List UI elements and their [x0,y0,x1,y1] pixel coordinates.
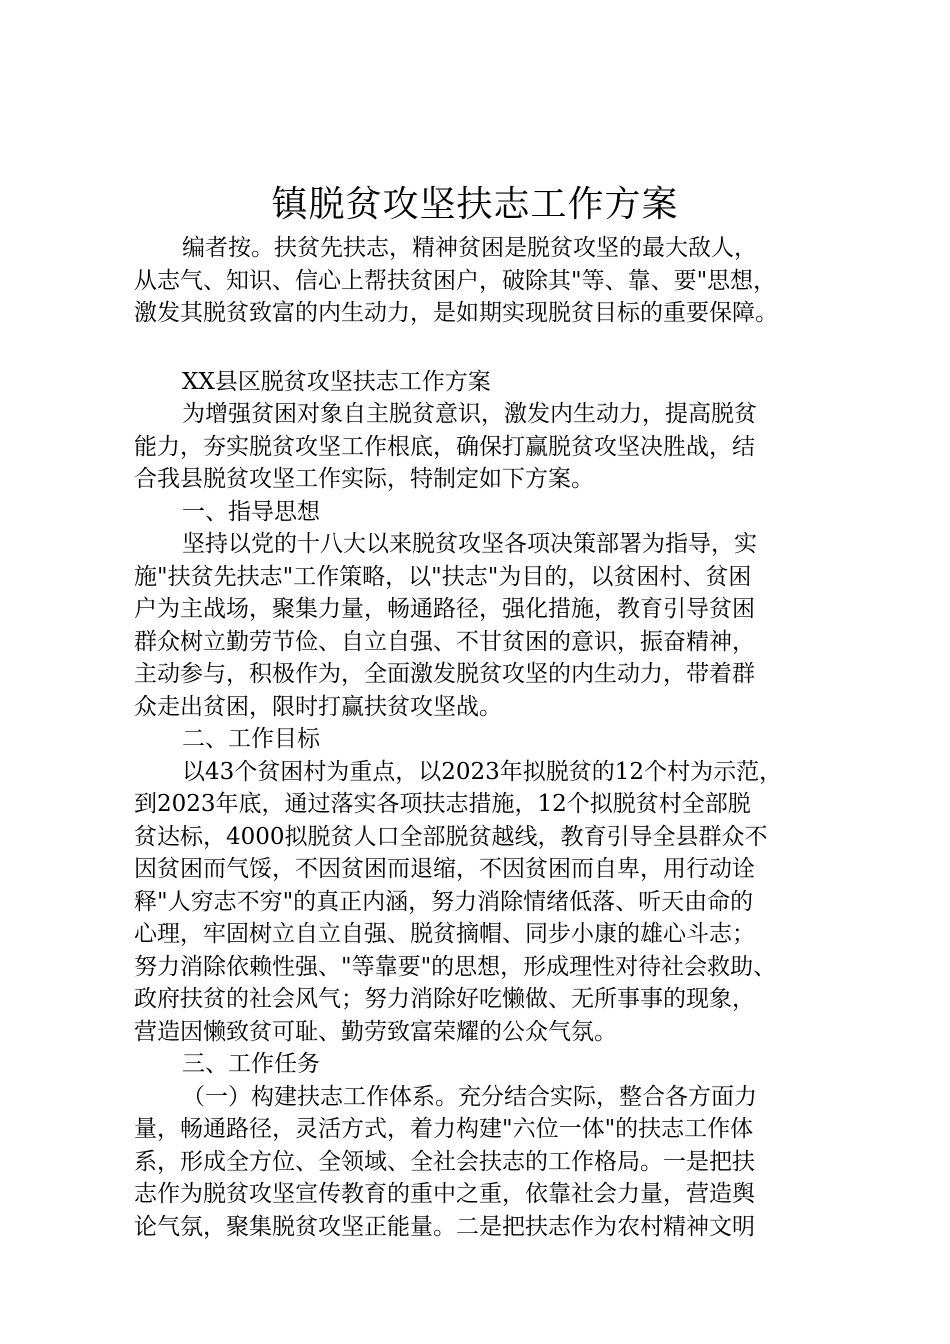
section-heading: 三、工作任务 [182,1051,320,1077]
paragraph-line: （一）构建扶志工作体系。充分结合实际，整合各方面力 [182,1083,757,1110]
paragraph-line: 合我县脱贫攻坚工作实际，特制定如下方案。 [134,466,594,492]
section-heading: 二、工作目标 [182,726,320,752]
paragraph-line: 以43个贫困村为重点，以2023年拟脱贫的12个村为示范， [182,758,783,785]
document-body [134,232,854,1243]
section-heading: 一、指导思想 [182,498,320,525]
paragraph-line: 坚持以党的十八大以来脱贫攻坚各项决策部署为指导，实 [182,531,757,557]
paragraph-line: 为增强贫困对象自主脱贫意识，激发内生动力，提高脱贫 [182,401,757,427]
paragraph-gap [134,330,854,366]
paragraph-line: 量，畅通路径，灵活方式，着力构建"六位一体"的扶志工作体 [134,1116,754,1142]
paragraph-line: 努力消除依赖性强、"等靠要"的思想，形成理性对待社会救助、 [134,953,777,980]
paragraph-line: 志作为脱贫攻坚宣传教育的重中之重，依靠社会力量，营造舆 [134,1181,755,1207]
paragraph-line: 心理，牢固树立自立自强、脱贫摘帽、同步小康的雄心斗志； [134,921,755,947]
paragraph-line: 论气氛，聚集脱贫攻坚正能量。二是把扶志作为农村精神文明 [134,1213,755,1240]
paragraph-line: 群众树立勤劳节俭、自立自强、不甘贫困的意识，振奋精神， [134,628,755,655]
paragraph-line: 贫达标，4000拟脱贫人口全部脱贫越线，教育引导全县群众不 [134,823,768,850]
paragraph-line: 能力，夯实脱贫攻坚工作根底，确保打赢脱贫攻坚决胜战，结 [134,433,755,460]
paragraph-line: 众走出贫困，限时打赢扶贫攻坚战。 [134,693,502,720]
paragraph-line: 激发其脱贫致富的内生动力，是如期实现脱贫目标的重要保障。 [134,300,778,326]
paragraph-line: 户为主战场，聚集力量，畅通路径，强化措施，教育引导贫困 [134,596,755,622]
document-title: 镇脱贫攻坚扶志工作方案 [271,184,679,225]
paragraph-line: 到2023年底，通过落实各项扶志措施，12个拟脱贫村全部脱 [134,791,751,817]
paragraph-line: 释"人穷志不穷"的真正内涵，努力消除情绪低落、听天由命的 [134,888,754,915]
paragraph-line: 因贫困而气馁，不因贫困而退缩，不因贫困而自卑，用行动诠 [134,856,755,882]
paragraph-line: 从志气、知识、信心上帮扶贫困户，破除其"等、靠、要"思想， [134,267,777,294]
paragraph-line: 营造因懒致贫可耻、勤劳致富荣耀的公众气氛。 [134,1018,617,1045]
paragraph-line: 系，形成全方位、全领域、全社会扶志的工作格局。一是把扶 [134,1148,755,1175]
paragraph-line: 施"扶贫先扶志"工作策略，以"扶志"为目的，以贫困村、贫困 [134,563,752,590]
paragraph-line: 主动参与，积极作为，全面激发脱贫攻坚的内生动力，带着群 [134,661,755,687]
subtitle-line: XX县区脱贫攻坚扶志工作方案 [182,368,491,395]
paragraph-line: 编者按。扶贫先扶志，精神贫困是脱贫攻坚的最大敌人， [182,235,757,261]
paragraph-line: 政府扶贫的社会风气；努力消除好吃懒做、无所事事的现象， [134,986,755,1012]
